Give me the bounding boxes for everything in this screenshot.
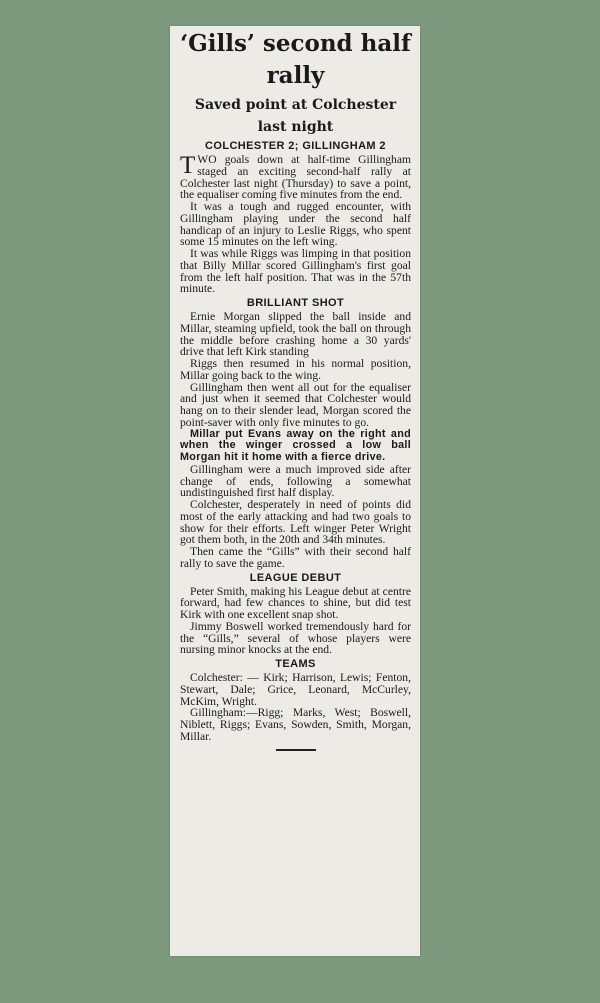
crosshead-brilliant-shot: BRILLIANT SHOT — [246, 297, 345, 309]
headline: ‘Gills’ second half rally — [180, 30, 411, 89]
paragraph-8: Gillingham were a much improved side after change of ends, following a somewhat undistinguished first half display. — [180, 462, 411, 500]
newspaper-clipping — [170, 26, 420, 956]
paragraph-2: It was a tough and rugged encounter, with Gillingham playing under the second half handicap of an injury to Leslie Riggs, who spent some 15 minutes on the left wing. — [180, 200, 411, 249]
crosshead-league-debut: LEAGUE DEBUT — [249, 571, 342, 584]
paragraph-4: Ernie Morgan slipped the ball inside and Millar, steaming upfield, took the ball on through the middle before crashing home a 30 yards' drive that left Kirk standing — [180, 310, 411, 359]
paragraph-11: Peter Smith, making his League debut at centre forward, had few chances to shine, but did test Kirk with one excellent snap shot. — [180, 584, 411, 621]
crosshead-teams: TEAMS — [275, 658, 316, 670]
teams-gillingham: Gillingham:—Rigg; Marks, West; Boswell, Niblett, Riggs; Evans, Sowden, Smith, Morgan, Millar. — [180, 706, 411, 743]
paragraph-9: Colchester, desperately in need of points did most of the early attacking and had two goals to show for their efforts. Left winger Peter Wright got them both, in the 20th and 34th minutes. — [180, 498, 411, 547]
subheading: Saved point at Colchester last night — [194, 97, 397, 135]
teams-colchester: Colchester: — Kirk; Harrison, Lewis; Fenton, Stewart, Dale; Grice, Leonard, McCurley, McKim, Wright. — [180, 671, 411, 708]
end-rule — [276, 749, 316, 751]
lead-paragraph — [180, 154, 411, 201]
lead-paragraph-text: WO goals down at half-time Gillingham staged an exciting second-half rally at Colchester last night (Thursday) to save a point, the equaliser coming five minutes from the end. — [180, 153, 411, 202]
paragraph-10: Then came the “Gills” with their second half rally to save the game. — [180, 545, 411, 570]
paragraph-12: Jimmy Boswell worked tremendously hard for the “Gills,” several of whose players were nursing minor knocks at the end. — [180, 619, 411, 657]
paragraph-6: Gillingham then went all out for the equaliser and just when it seemed that Colchester would hang on to their slender lead, Morgan scored the point-saver with only five minutes to go. — [180, 380, 411, 429]
paragraph-7-bold: Millar put Evans away on the right and when the winger crossed a low ball Morgan hit it home with a fierce drive. — [180, 427, 411, 463]
paragraph-3: It was while Riggs was limping in that position that Billy Millar scored Gillingham's first goal from the left half position. That was in the 57th minute. — [180, 247, 411, 296]
drop-cap: T — [180, 152, 196, 179]
paragraph-5: Riggs then resumed in his normal position, Millar going back to the wing. — [180, 357, 411, 382]
score-line: COLCHESTER 2; GILLINGHAM 2 — [205, 140, 386, 152]
